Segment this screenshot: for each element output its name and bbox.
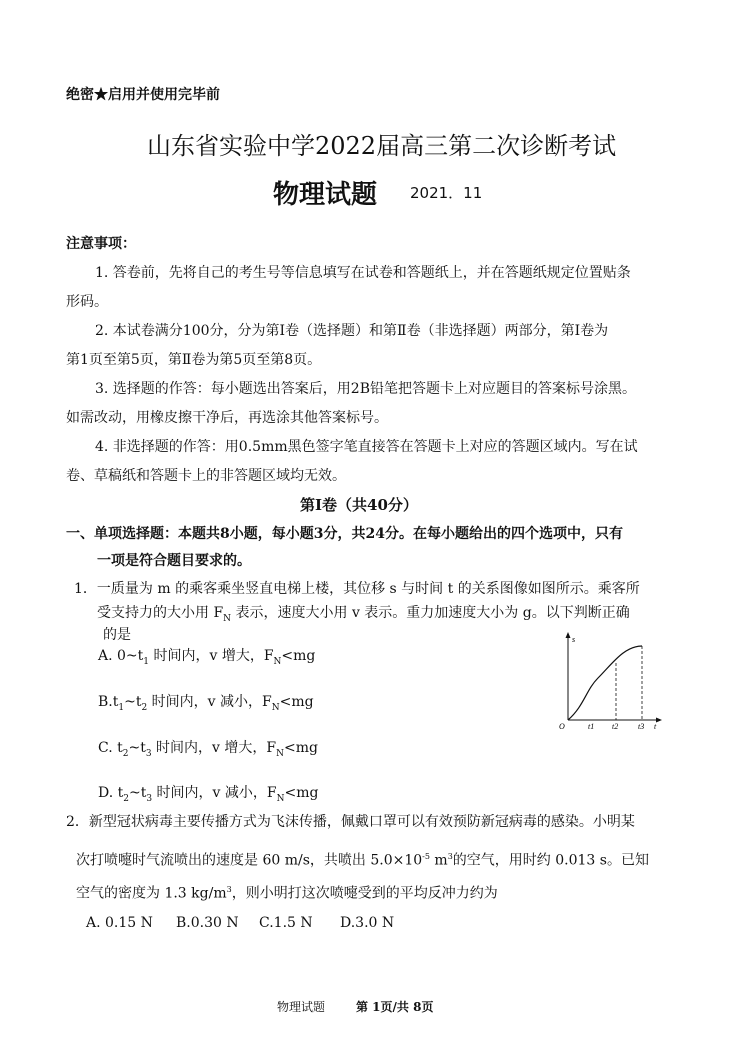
origin-label: O	[559, 722, 565, 731]
notice-item-1-line2: 形码。	[66, 294, 108, 310]
q2-stem-line3: 空气的密度为 1.3 $kg/m^3$，则小明打这次喷嚏受到的平均反冲力约为	[76, 885, 498, 902]
notice-item-3-line2: 如需改动，用橡皮擦干净后，再选涂其他答案标号。	[66, 410, 388, 426]
exam-title: 山东省实验中学2022届高三第二次诊断考试	[147, 132, 617, 160]
section-instructions-line1: 一、单项选择题：本题共8小题，每小题3分，共24分。在每小题给出的四个选项中，只有	[66, 526, 623, 542]
q1-stem-line2: 受支持力的大小用 $F_N$ 表示，速度大小用 v 表示。重力加速度大小为 g。以下判断正确	[97, 605, 630, 624]
q1-displacement-graph	[550, 628, 670, 732]
q1-option-c: C. $t_2\sim t_3$ 时间内，v 增大，$F_N<mg$	[98, 740, 318, 759]
q1-stem-line3: 的是	[103, 627, 131, 643]
t1-label: t1	[588, 722, 595, 731]
notice-item-3-line1: 3. 选择题的作答：每小题选出答案后，用2B铅笔把答题卡上对应题目的答案标号涂黑。	[95, 381, 637, 397]
confidential-mark: 绝密★启用并使用完毕前	[66, 87, 220, 103]
t-axis-label: t	[654, 722, 657, 731]
q2-option-d: D.3.0 N	[340, 915, 395, 931]
part1-heading: 第Ⅰ卷（共40分）	[300, 496, 418, 514]
footer-subject: 物理试题	[277, 1000, 326, 1014]
exam-date: 2021．11	[410, 184, 483, 202]
t2-label: t2	[612, 722, 619, 731]
s-axis-label: s	[572, 635, 576, 644]
q2-option-b: B.0.30 N	[176, 915, 239, 931]
q1-option-d: D. $t_2\sim t_3$ 时间内，v 减小，$F_N<mg$	[98, 785, 319, 804]
displacement-curve	[568, 646, 642, 720]
notice-heading: 注意事项：	[66, 236, 136, 252]
q1-option-b: $B.t_1\sim t_2$ 时间内，v 减小，$F_N<mg$	[98, 694, 314, 713]
notice-item-2-line2: 第1页至第5页，第Ⅱ卷为第5页至第8页。	[66, 352, 322, 368]
s-axis-arrow	[566, 632, 571, 638]
notice-item-1-line1: 1. 答卷前，先将自己的考生号等信息填写在试卷和答题纸上，并在答题纸规定位置贴条	[95, 265, 631, 281]
q1-stem-line1: 1．一质量为 m 的乘客乘坐竖直电梯上楼，其位移 s 与时间 t 的关系图像如图所示。乘客所	[74, 581, 640, 597]
subject-title: 物理试题	[273, 180, 378, 210]
q1-option-a: A. $0\sim t_1$ 时间内，v 增大，$F_N<mg$	[98, 648, 316, 667]
q2-option-c: C.1.5 N	[259, 915, 313, 931]
q2-stem-line1: 2．新型冠状病毒主要传播方式为飞沫传播，佩戴口罩可以有效预防新冠病毒的感染。小明某	[66, 814, 635, 830]
q2-stem-line2: 次打喷嚏时气流喷出的速度是 60 m/s，共喷出 $5.0\times 10^{-5}$ $m^3$的空气，用时约 0.013 s。已知	[76, 852, 649, 869]
t3-label: t3	[638, 722, 645, 731]
notice-item-4-line1: 4. 非选择题的作答：用0.5mm黑色签字笔直接答在答题卡上对应的答题区域内。写在试	[95, 439, 638, 455]
section-instructions-line2: 一项是符合题目要求的。	[97, 553, 251, 569]
notice-item-2-line1: 2. 本试卷满分100分，分为第Ⅰ卷（选择题）和第Ⅱ卷（非选择题）两部分，第Ⅰ卷为	[95, 323, 609, 339]
notice-item-4-line2: 卷、草稿纸和答题卡上的非答题区域均无效。	[66, 468, 346, 484]
t-axis-arrow	[656, 718, 662, 723]
q2-option-a: A. 0.15 N	[86, 915, 153, 931]
footer-page-number: 第 1页/共 8页	[356, 1000, 434, 1014]
